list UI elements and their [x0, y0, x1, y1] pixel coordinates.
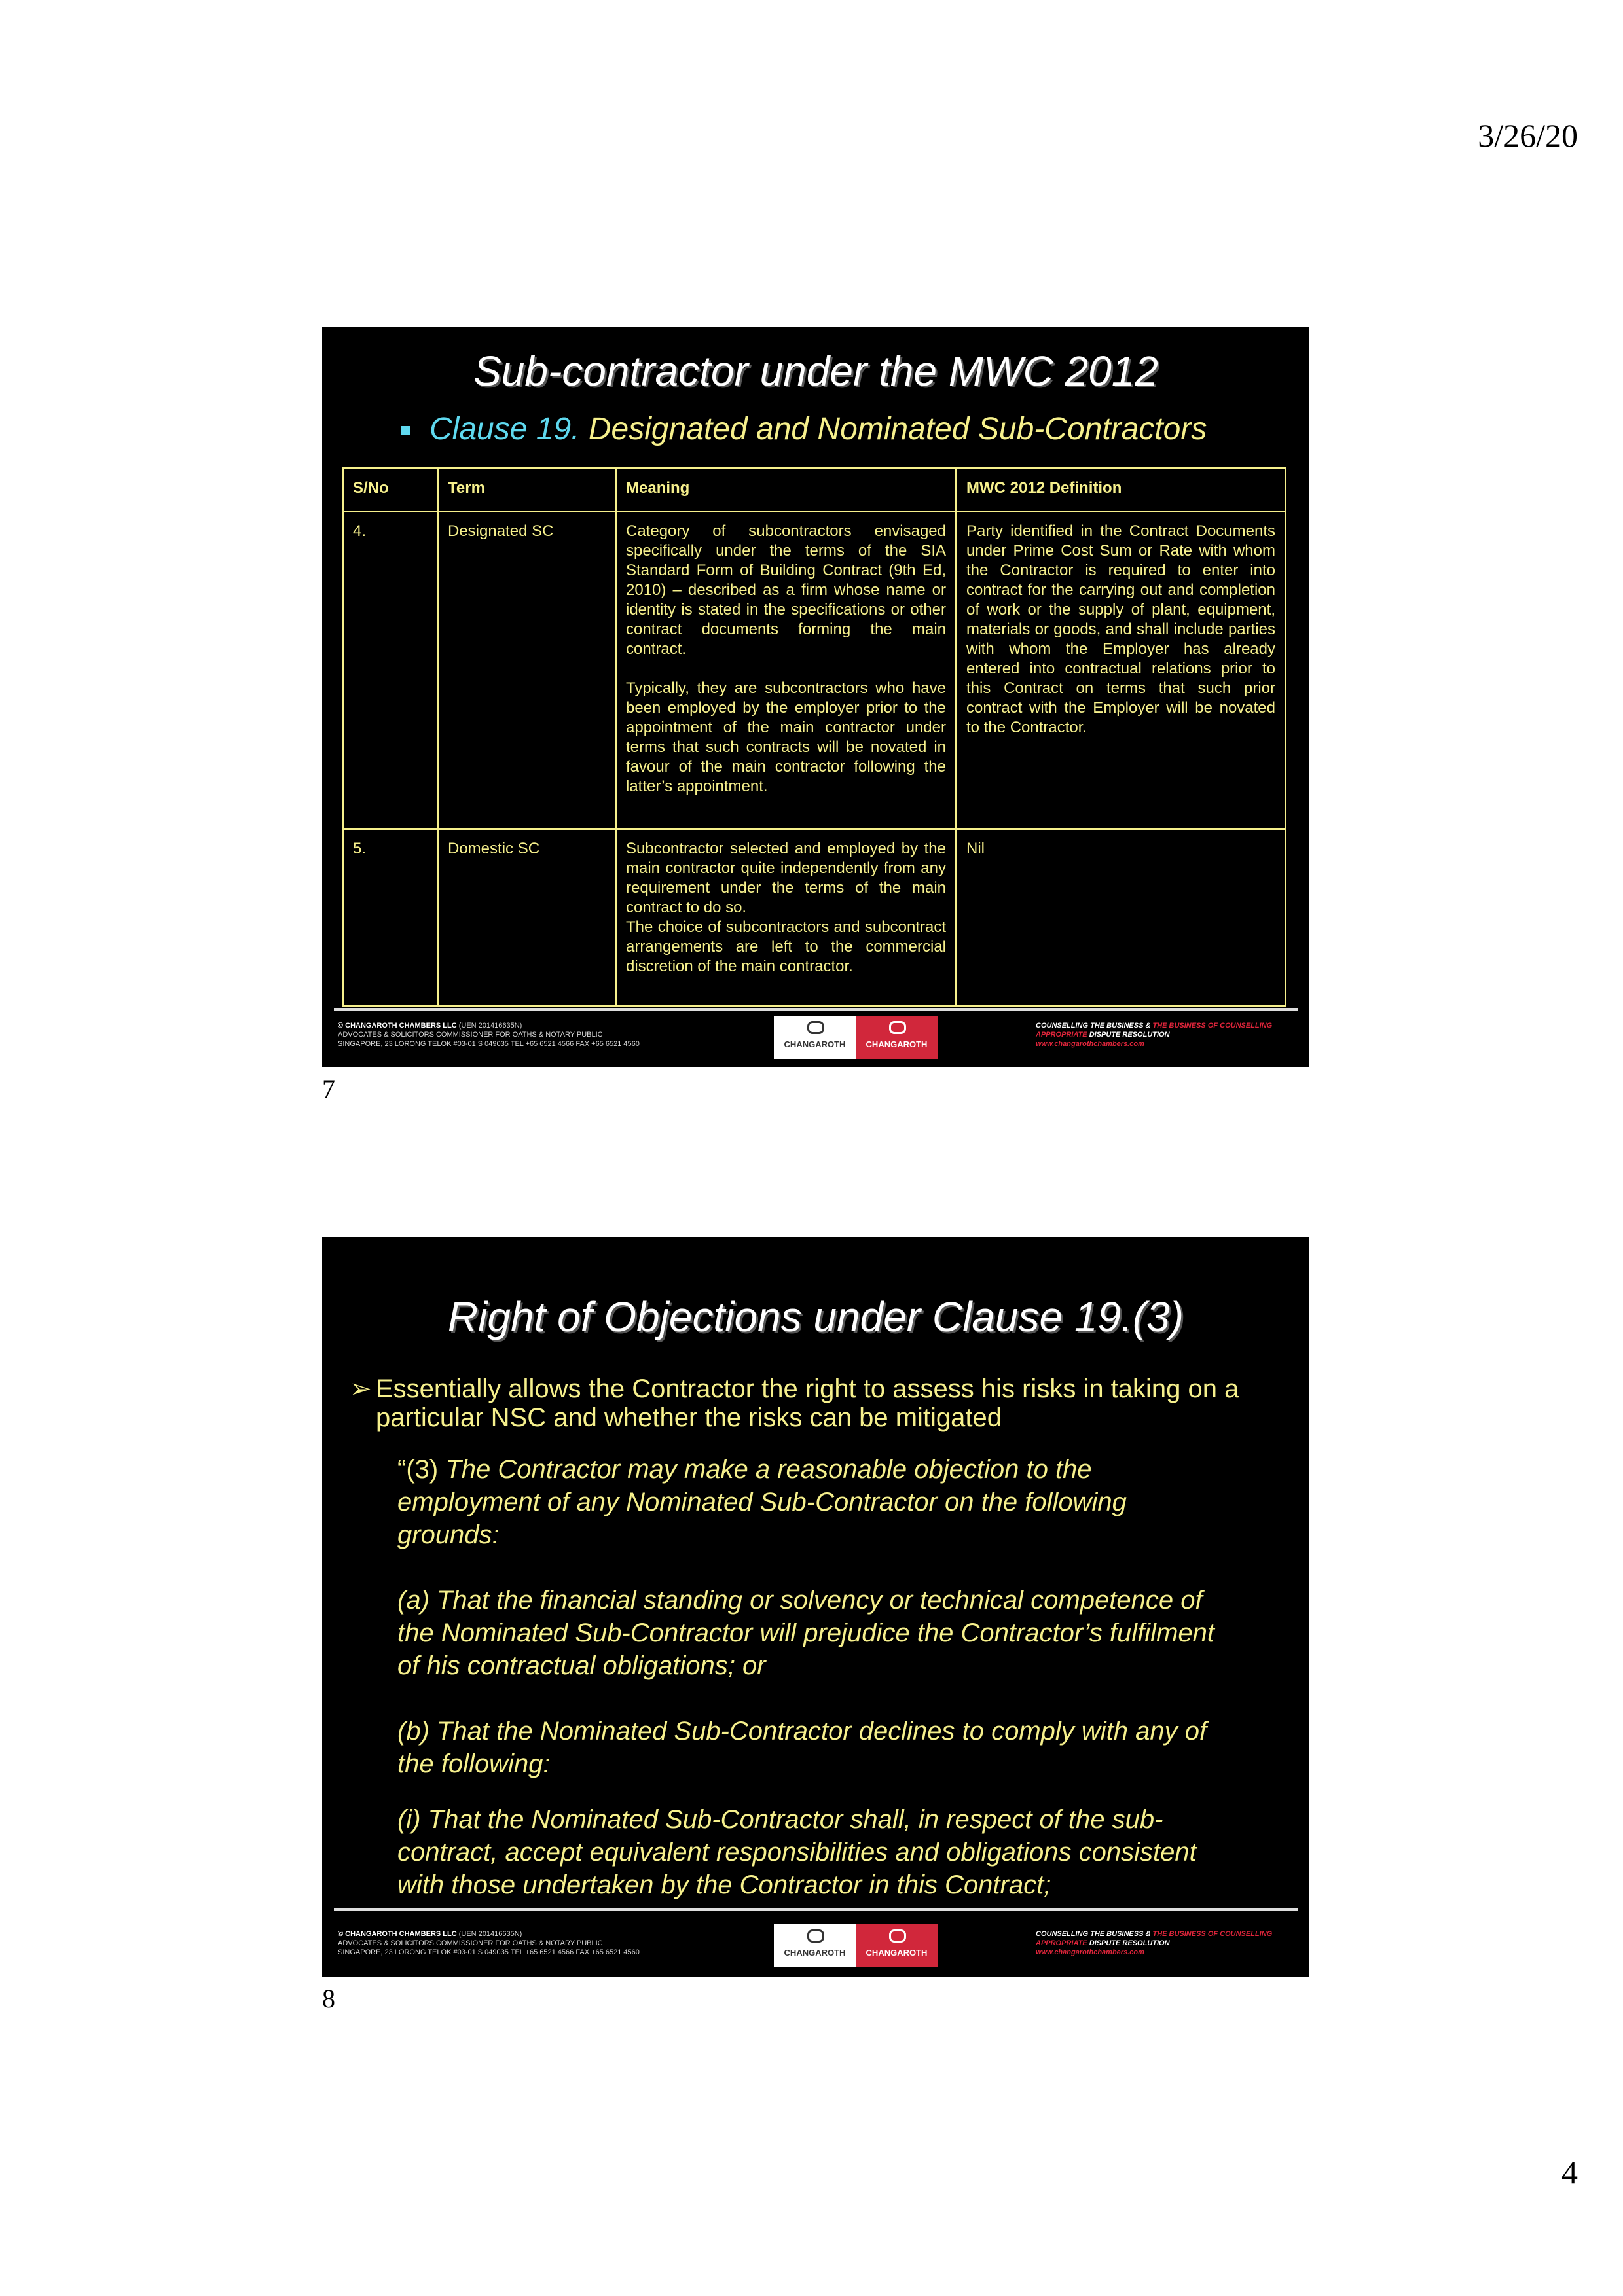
slide-title: Right of Objections under Clause 19.(3): [447, 1293, 1184, 1340]
cell-meaning: [616, 512, 957, 829]
quote-ground-i: (i) That the Nominated Sub-Contractor shall, in respect of the sub-contract, accept equivalent responsibilities and obligations consistent with those undertaken by the Contractor in this Contract;: [397, 1805, 1197, 1899]
cell-sno: 4.: [343, 512, 438, 829]
quote-ground-a: (a) That the financial standing or solvency or technical competence of the Nominated Sub-Contractor will prejudice the Contractor’s fulfilment of his contractual obligations; or: [397, 1586, 1214, 1680]
quote-ground-b: (b) That the Nominated Sub-Contractor declines to comply with any of the following:: [397, 1717, 1207, 1778]
footer-tagline: COUNSELLING THE BUSINESS & THE BUSINESS OF COUNSELLING APPROPRIATE DISPUTE RESOLUTION www.changarothchambers.com: [1036, 1022, 1273, 1048]
header-definition: MWC 2012 Definition: [957, 468, 1286, 512]
logo-mark-icon: [889, 1929, 906, 1943]
cell-term: Designated SC: [438, 512, 616, 829]
subtitle-clause: Clause 19.: [429, 412, 580, 446]
footer-divider: [334, 1008, 1298, 1011]
footer-firm-info: © CHANGAROTH CHAMBERS LLC (UEN 201416635N) ADVOCATES & SOLICITORS COMMISSIONER FOR OATHS & NOTARY PUBLIC SINGAPORE, 23 LORONG TELOK #03-01 S 049035 TEL +65 6521 4566 FAX +65 6521 4560: [338, 1930, 640, 1956]
logo-mark-icon: [889, 1021, 906, 1034]
logo-mark-icon: [807, 1929, 824, 1943]
footer-divider: [334, 1908, 1298, 1911]
slide-8: [322, 1237, 1309, 1977]
page-date: 3/26/20: [1478, 117, 1578, 154]
table-header-row: [343, 468, 1286, 512]
table-row: [343, 829, 1286, 1006]
header-sno: S/No: [343, 468, 438, 512]
page-number: 4: [1561, 2154, 1578, 2191]
cell-definition: Party identified in the Contract Documents under Prime Cost Sum or Rate with whom the Contractor is required to enter into contract for the carrying out and completion of work or the supply of plant, equipment, materials or goods, and shall include parties with whom the Employer has already entered into contractual relations prior to this Contract on terms that such prior contract with the Employer will be novated to the Contractor.: [957, 512, 1286, 829]
logo-mark-icon: [807, 1021, 824, 1034]
slide-title: Sub-contractor under the MWC 2012: [473, 348, 1158, 395]
header-meaning: Meaning: [616, 468, 957, 512]
cell-definition: Nil: [957, 829, 1286, 1006]
slide-subtitle: [401, 411, 1207, 447]
arrow-bullet-icon: ➢: [350, 1374, 372, 1403]
subcontractor-table: [342, 467, 1286, 1007]
meaning-paragraph: Category of subcontractors envisaged specifically under the terms of the SIA Standard Form of Building Contract (9th Ed, 2010) – described as a firm whose name or identity is stated in the specifications or other contract documents forming the main contract.: [626, 522, 946, 658]
cell-term: Domestic SC: [438, 829, 616, 1006]
footer-tagline: COUNSELLING THE BUSINESS & THE BUSINESS OF COUNSELLING APPROPRIATE DISPUTE RESOLUTION www.changarothchambers.com: [1036, 1930, 1273, 1956]
header-term: Term: [438, 468, 616, 512]
footer-firm-info: © CHANGAROTH CHAMBERS LLC (UEN 201416635N) ADVOCATES & SOLICITORS COMMISSIONER FOR OATHS & NOTARY PUBLIC SINGAPORE, 23 LORONG TELOK #03-01 S 049035 TEL +65 6521 4566 FAX +65 6521 4560: [338, 1022, 640, 1048]
cell-meaning: [616, 829, 957, 1006]
cell-sno: 5.: [343, 829, 438, 1006]
meaning-paragraph: The choice of subcontractors and subcontract arrangements are left to the commercial discretion of the main contractor.: [626, 918, 946, 975]
firm-logo: CHANGAROTH CHANGAROTH: [774, 1924, 938, 1967]
square-bullet-icon: [401, 426, 410, 435]
meaning-paragraph: Subcontractor selected and employed by the main contractor quite independently from any requirement under the terms of the main contract to do so.: [626, 840, 946, 916]
slide-number: 8: [322, 1984, 335, 2013]
meaning-paragraph: Typically, they are subcontractors who have been employed by the employer prior to the appointment of the main contractor under terms that such contracts will be novated in favour of the main contractor following the latter’s appointment.: [626, 679, 946, 795]
table-row: [343, 512, 1286, 829]
slide-7: [322, 327, 1309, 1067]
quote-intro: “(3) The Contractor may make a reasonable objection to the employment of any Nominated Sub-Contractor on the following grounds:: [397, 1455, 1127, 1549]
firm-logo: CHANGAROTH CHANGAROTH: [774, 1016, 938, 1059]
subtitle-text: Designated and Nominated Sub-Contractors: [588, 412, 1207, 446]
slide-number: 7: [322, 1074, 335, 1103]
slide-bullet: ➢ Essentially allows the Contractor the right to assess his risks in taking on a particular NSC and whether the risks can be mitigated: [350, 1374, 1239, 1432]
